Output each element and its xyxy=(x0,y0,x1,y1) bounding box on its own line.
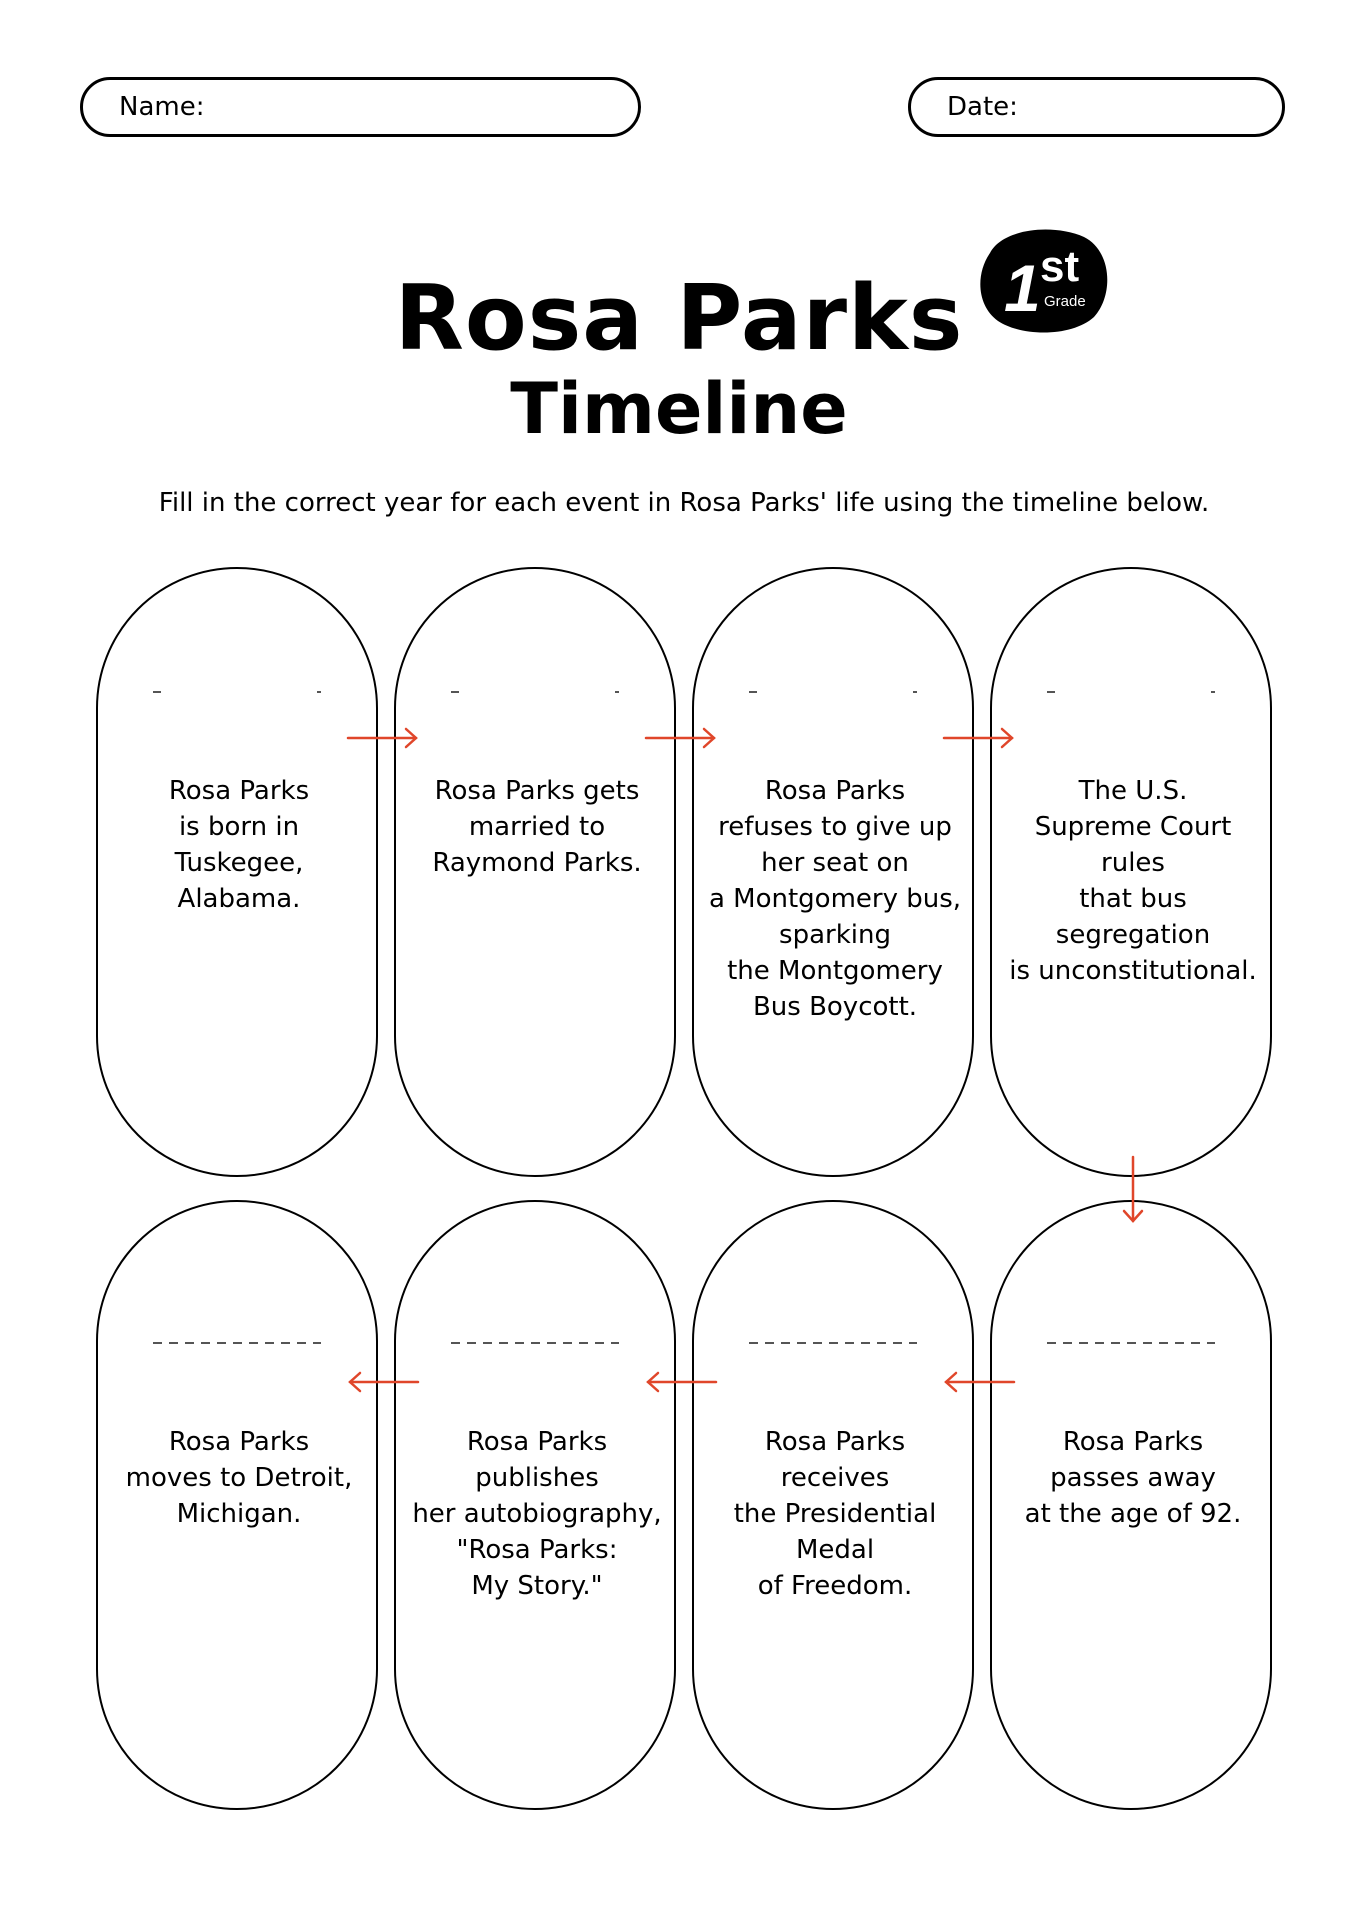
grade-badge xyxy=(972,225,1112,335)
arrow-right-icon xyxy=(346,728,420,748)
arrow-left-icon xyxy=(942,1372,1016,1392)
event-text: Rosa Parks publishes her autobiography, "Rosa Parks: My Story." xyxy=(412,1427,662,1601)
name-field[interactable] xyxy=(80,77,641,137)
event-text: Rosa Parks gets married to Raymond Parks. xyxy=(432,776,642,878)
event-text: Rosa Parks passes away at the age of 92. xyxy=(1024,1427,1242,1529)
year-blank[interactable] xyxy=(749,689,917,695)
date-field[interactable] xyxy=(908,77,1285,137)
year-blank[interactable] xyxy=(451,1340,619,1346)
event-text: Rosa Parks is born in Tuskegee, Alabama. xyxy=(168,776,310,914)
year-blank[interactable] xyxy=(153,1340,321,1346)
event-card xyxy=(692,567,974,1177)
date-input-area[interactable] xyxy=(1018,80,1254,134)
date-label: Date: xyxy=(947,92,1018,122)
page-title: Rosa Parks xyxy=(394,266,964,371)
event-card xyxy=(692,1200,974,1810)
year-blank[interactable] xyxy=(1047,1340,1215,1346)
event-text: The U.S. Supreme Court rules that bus segregation is unconstitutional. xyxy=(1009,776,1257,986)
arrow-left-icon xyxy=(644,1372,718,1392)
event-card xyxy=(96,567,378,1177)
name-label: Name: xyxy=(119,92,205,122)
name-input-area[interactable] xyxy=(204,80,610,134)
year-blank[interactable] xyxy=(749,1340,917,1346)
arrow-right-icon xyxy=(644,728,718,748)
year-blank[interactable] xyxy=(451,689,619,695)
year-blank[interactable] xyxy=(153,689,321,695)
event-text: Rosa Parks receives the Presidential Medal of Freedom. xyxy=(733,1427,937,1601)
arrow-right-icon xyxy=(942,728,1016,748)
event-text: Rosa Parks moves to Detroit, Michigan. xyxy=(125,1427,353,1529)
event-card xyxy=(990,567,1272,1177)
event-card xyxy=(394,567,676,1177)
year-blank[interactable] xyxy=(1047,689,1215,695)
grade-suffix: st xyxy=(1040,242,1080,291)
event-card xyxy=(990,1200,1272,1810)
instructions: Fill in the correct year for each event in Rosa Parks' life using the timeline below. xyxy=(158,488,1210,518)
grade-label: Grade xyxy=(1044,293,1086,310)
event-card xyxy=(96,1200,378,1810)
event-text: Rosa Parks refuses to give up her seat on a Montgomery bus, sparking the Montgomery Bus Boycott. xyxy=(708,776,962,1022)
event-card xyxy=(394,1200,676,1810)
grade-number: 1 xyxy=(1004,251,1041,325)
arrow-left-icon xyxy=(346,1372,420,1392)
page-subtitle: Timeline xyxy=(510,368,848,450)
arrow-down-icon xyxy=(1121,1155,1145,1225)
